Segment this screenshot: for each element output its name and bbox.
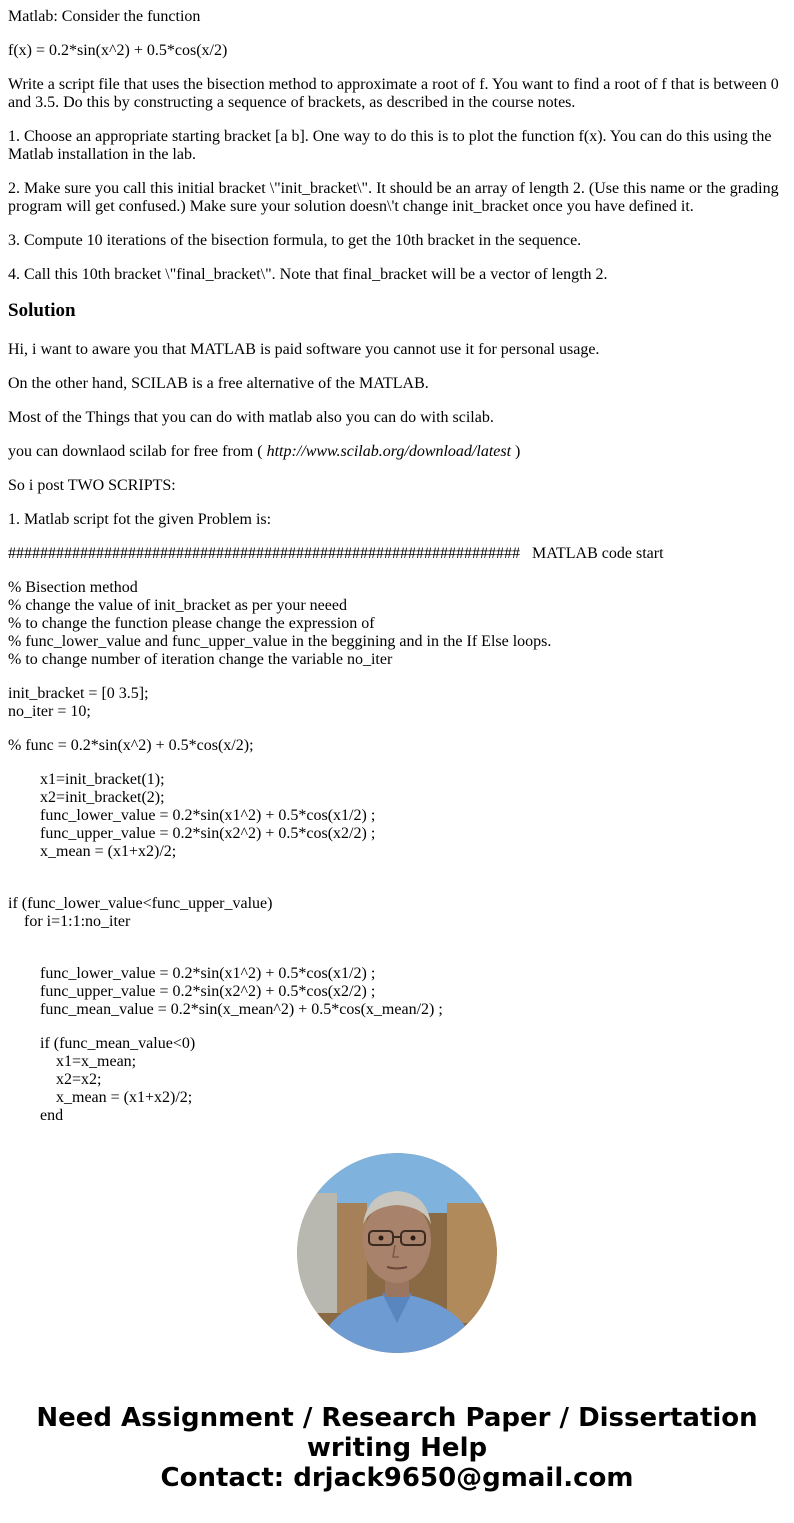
code-line: x2=init_bracket(2); (8, 789, 165, 806)
background-window (297, 1193, 337, 1313)
footer-contact: Contact: drjack9650@gmail.com (160, 1463, 634, 1493)
code-loop-body (8, 965, 788, 1019)
code-line: func_upper_value = 0.2*sin(x2^2) + 0.5*cos(x2/2) ; (8, 825, 376, 842)
solution-heading: Solution (8, 300, 76, 321)
code-init (8, 685, 788, 721)
code-line: func_lower_value = 0.2*sin(x1^2) + 0.5*cos(x1/2) ; (8, 965, 376, 982)
solution-paragraph: So i post TWO SCRIPTS: (8, 477, 176, 494)
step-2: 2. Make sure you call this initial bracket \"init_bracket\". It should be an array of length 2. (Use this name or the grading program will get confused.) Make sure your solution doesn\'t change init_bracket once you have defined it. (8, 180, 783, 215)
step-4: 4. Call this 10th bracket \"final_bracket\". Note that final_bracket will be a vector of length 2. (8, 266, 608, 283)
function-definition: f(x) = 0.2*sin(x^2) + 0.5*cos(x/2) (8, 42, 228, 59)
code-line: x_mean = (x1+x2)/2; (8, 843, 177, 860)
code-line: x1=init_bracket(1); (8, 771, 165, 788)
code-line: no_iter = 10; (8, 703, 91, 720)
step-3: 3. Compute 10 iterations of the bisection formula, to get the 10th bracket in the sequence. (8, 232, 582, 249)
background-carving (447, 1203, 497, 1323)
step-1: 1. Choose an appropriate starting bracket [a b]. One way to do this is to plot the function f(x). You can do this using the Matlab installation in the lab. (8, 128, 776, 163)
download-link: http://www.scilab.org/download/latest (266, 443, 512, 460)
code-line: if (func_mean_value<0) (8, 1035, 196, 1052)
code-line: func_upper_value = 0.2*sin(x2^2) + 0.5*cos(x2/2) ; (8, 983, 376, 1000)
footer-banner (0, 1403, 794, 1493)
code-line: end (8, 1107, 64, 1123)
footer-line: writing Help (306, 1433, 488, 1463)
code-func-comment (8, 737, 788, 755)
author-avatar (297, 1153, 497, 1353)
code-line: x_mean = (x1+x2)/2; (8, 1089, 193, 1106)
code-line: if (func_lower_value<func_upper_value) (8, 895, 273, 912)
code-line: func_mean_value = 0.2*sin(x_mean^2) + 0.5*cos(x_mean/2) ; (8, 1001, 443, 1018)
solution-paragraph: Hi, i want to aware you that MATLAB is paid software you cannot use it for personal usage. (8, 341, 600, 358)
solution-paragraph: 1. Matlab script fot the given Problem is: (8, 511, 272, 528)
code-line: for i=1:1:no_iter (8, 913, 131, 930)
download-paragraph (8, 443, 788, 461)
code-start-marker: ################################################################ MATLAB code start (8, 545, 664, 562)
code-comments (8, 579, 788, 669)
document-content (8, 8, 788, 1123)
code-line: init_bracket = [0 3.5]; (8, 685, 149, 702)
download-suffix: ) (511, 443, 521, 460)
code-line: % to change the function please change the expression of (8, 615, 375, 632)
solution-paragraph: On the other hand, SCILAB is a free alternative of the MATLAB. (8, 375, 429, 392)
code-loop-head (8, 895, 788, 931)
question-text: Write a script file that uses the bisection method to approximate a root of f. You want to find a root of f that is between 0 and 3.5. Do this by constructing a sequence of brackets, as described in the course notes. (8, 76, 783, 111)
code-setup (8, 771, 788, 861)
code-if-block (8, 1035, 788, 1123)
eye-left (379, 1236, 384, 1241)
portrait-illustration (297, 1153, 497, 1353)
code-line: % change the value of init_bracket as per your neeed (8, 597, 347, 614)
code-line: % func_lower_value and func_upper_value in the beggining and in the If Else loops. (8, 633, 552, 650)
background-carving (337, 1203, 367, 1313)
solution-paragraph: Most of the Things that you can do with matlab also you can do with scilab. (8, 409, 494, 426)
code-line: % func = 0.2*sin(x^2) + 0.5*cos(x/2); (8, 737, 254, 754)
code-line: x1=x_mean; (8, 1053, 137, 1070)
code-line: % Bisection method (8, 579, 138, 596)
code-line: x2=x2; (8, 1071, 102, 1088)
question-title: Matlab: Consider the function (8, 8, 201, 25)
eye-right (411, 1236, 416, 1241)
footer-line: Need Assignment / Research Paper / Dissertation (36, 1403, 758, 1433)
code-line: func_lower_value = 0.2*sin(x1^2) + 0.5*cos(x1/2) ; (8, 807, 376, 824)
download-prefix: you can downlaod scilab for free from ( (8, 443, 267, 460)
code-line: % to change number of iteration change the variable no_iter (8, 651, 393, 668)
